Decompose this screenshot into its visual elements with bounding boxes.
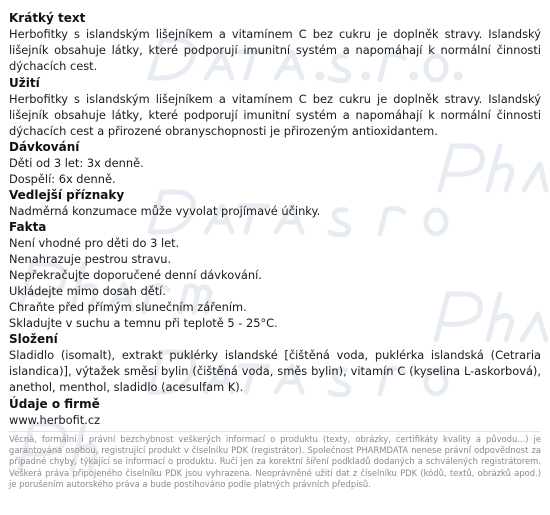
- section-heading: Údaje o firmě: [9, 396, 100, 411]
- fact-line: Není vhodné pro děti do 3 let.: [9, 236, 180, 250]
- section-heading: Krátký text: [9, 11, 86, 25]
- dosage-line: Děti od 3 let: 3x denně.: [9, 156, 144, 170]
- company-website: www.herbofit.cz: [9, 412, 101, 427]
- section-udaje-o-firme: [9, 396, 541, 428]
- fact-line: Nepřekračujte doporučené denní dávkování.: [9, 268, 262, 282]
- dosage-line: Dospělí: 6x denně.: [9, 172, 116, 186]
- section-heading: Vedlejší příznaky: [9, 188, 125, 202]
- section-uziti: [9, 75, 541, 139]
- side-effect-line: Nadměrná konzumace může vyvolat projímavé účinky.: [9, 204, 321, 218]
- fact-line: Nenahrazuje pestrou stravu.: [9, 252, 172, 266]
- section-kratky-text: [9, 10, 541, 74]
- section-fakta: [9, 219, 541, 331]
- section-body: Sladidlo (isomalt), extrakt puklérky islandské [čištěná voda, puklérka islandská (Cetraria islandica)], výtažek směsi bylin (čištěná voda, směs bylin), vitamín C (kyselina L-askorbová), anethol, menthol, sladidlo (acesulfam K).: [9, 348, 541, 394]
- section-vedlejsi-priznaky: [9, 187, 541, 219]
- product-info-content: [9, 10, 541, 428]
- fact-line: Chraňte před přímým slunečním zářením.: [9, 300, 247, 314]
- fact-line: Ukládejte mimo dosah dětí.: [9, 284, 166, 298]
- section-heading: Fakta: [9, 220, 47, 234]
- section-heading: Složení: [9, 332, 58, 346]
- section-body: Herbofitky s islandským lišejníkem a vitamínem C bez cukru je doplněk stravy. Islandský lišejník obsahuje látky, které podporují imunitní systém a napomáhají k normální činnosti dýchacích cest.: [9, 27, 541, 73]
- section-heading: Užití: [9, 75, 40, 90]
- section-davkovani: [9, 139, 541, 187]
- legal-disclaimer: Věcná, formální i právní bezchybnost veškerých informací o produktu (texty, obrázky, certifikáty kvality a původu...) je garantována osobou, registrující produkt v číselníku PDK (registrátor). Společnost PHARMDATA nenese právní odpovědnost za případné chyby, týkající se informací o produktu. Ručí jen za korektní šíření podkladů dodaných a schválených registrátorem. Veškerá práva připojeného číselníku PDK jsou vyhrazena. Neoprávněné užití dat z číselníku PDK (kódů, textů, obrázků apod.) je porušením autorského práva a bude postihováno podle platných právních předpisů.: [9, 431, 541, 490]
- section-body: Herbofitky s islandským lišejníkem a vitamínem C bez cukru je doplněk stravy. Islandský lišejník obsahuje látky, které podporují imunitní systém a napomáhají k normální činnosti dýchacích cest a přirozené obranyschopnosti je přirozeným antioxidantem.: [9, 91, 541, 138]
- section-slozeni: [9, 331, 541, 395]
- section-heading: Dávkování: [9, 140, 80, 154]
- fact-line: Skladujte v suchu a temnu při teplotě 5 - 25°C.: [9, 316, 278, 330]
